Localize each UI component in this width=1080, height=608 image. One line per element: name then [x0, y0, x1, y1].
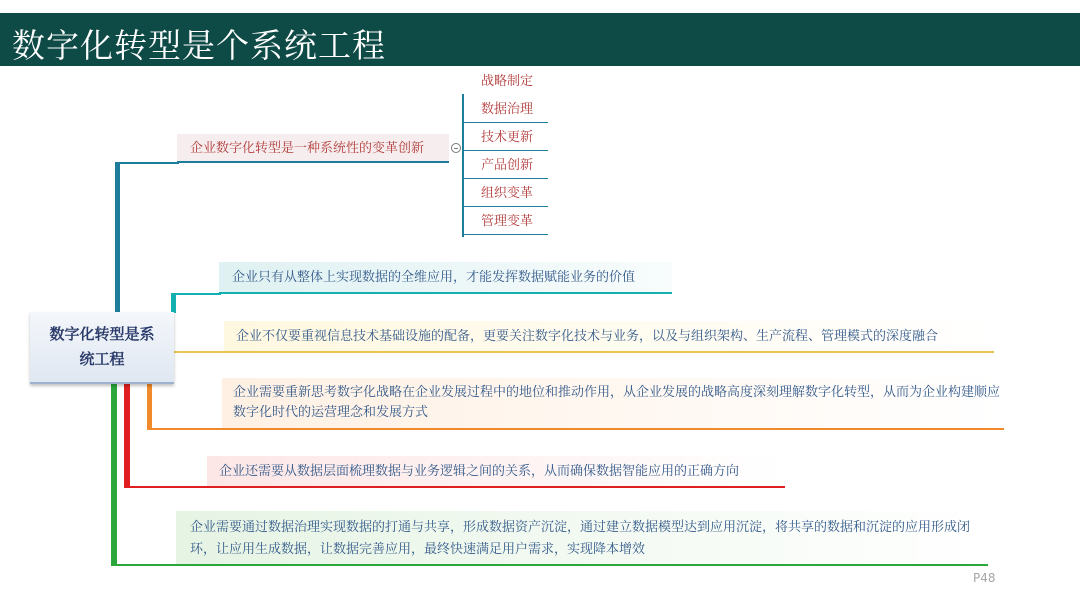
child-data-governance[interactable]: 数据治理 — [464, 97, 548, 123]
connector-branch1 — [115, 162, 120, 312]
connector-branch6-h — [111, 564, 178, 566]
page-title: 数字化转型是个系统工程 — [12, 26, 386, 65]
connector-branch2 — [171, 293, 176, 313]
connector-branch4-h — [147, 428, 224, 430]
child-tech-update[interactable]: 技术更新 — [464, 125, 548, 151]
child-strategy[interactable]: 战略制定 — [481, 74, 534, 89]
connector-branch3-h — [174, 351, 226, 353]
branch-rethink-strategy[interactable]: 企业需要重新思考数字化战略在企业发展过程中的地位和推动作用，从企业发展的战略高度深刻理解数字化转型，从而为企业构建顺应数字化时代的运营理念和发展方式 — [222, 378, 1004, 430]
child-product-innovation[interactable]: 产品创新 — [464, 153, 548, 179]
connector-branch1-h — [115, 162, 179, 164]
connector-branch4 — [147, 382, 152, 430]
child-org-change[interactable]: 组织变革 — [464, 181, 548, 207]
child-mgmt-change[interactable]: 管理变革 — [464, 209, 548, 235]
page-number: P48 — [973, 571, 996, 585]
collapse-toggle-icon[interactable] — [451, 143, 461, 153]
branch-data-governance-loop[interactable]: 企业需要通过数据治理实现数据的打通与共享，形成数据资产沉淀，通过建立数据模型达到应用沉淀，将共享的数据和沉淀的应用形成闭环，让应用生成数据，让数据完善应用，最终快速满足用户需求，实现降本增效 — [176, 511, 988, 566]
branch-full-data-use[interactable]: 企业只有从整体上实现数据的全维应用，才能发挥数据赋能业务的价值 — [219, 262, 672, 294]
title-bar — [0, 13, 1080, 66]
root-label: 数字化转型是系统工程 — [49, 325, 155, 368]
branch-data-logic[interactable]: 企业还需要从数据层面梳理数据与业务逻辑之间的关系，从而确保数据智能应用的正确方向 — [207, 456, 785, 488]
branch-system-change[interactable]: 企业数字化转型是一种系统性的变革创新 — [177, 134, 449, 163]
root-node[interactable] — [30, 312, 174, 384]
connector-branch5-h — [124, 486, 209, 488]
branch-deep-integration[interactable]: 企业不仅要重视信息技术基础设施的配备，更要关注数字化技术与业务，以及与组织架构、生产流程、管理模式的深度融合 — [224, 321, 994, 353]
connector-branch2-h — [171, 293, 221, 295]
connector-branch5 — [124, 382, 130, 488]
connector-branch6 — [111, 382, 117, 566]
